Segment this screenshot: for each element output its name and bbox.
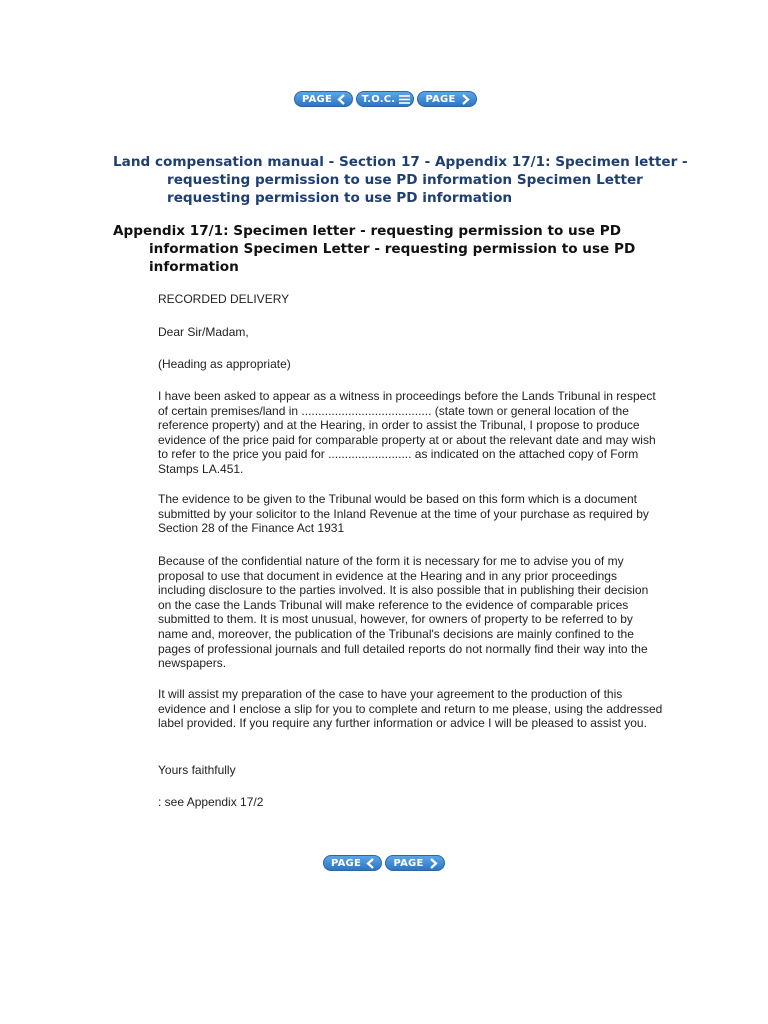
bottom-navigation bbox=[323, 855, 445, 871]
letter-paragraph-3: Because of the confidential nature of the form it is necessary for me to advise you of my proposal to use that document in evidence at the Hearing and in any prior proceedings including disclosure to the parties involved. It is also possible that in publishing their decision on the case the Lands Tribunal will make reference to the evidence of comparable prices submitted to them. It is most unusual, however, for owners of property to be referred to by name and, moreover, the publication of the Tribunal's decisions are mainly confined to the pages of professional journals and full detailed reports do not normally find their way into the newspapers. bbox=[158, 554, 649, 671]
appendix-title: Appendix 17/1: Specimen letter - requesting permission to use PD information Specimen Letter - requesting permission to use PD information bbox=[113, 223, 636, 275]
previous-page-button-bottom[interactable] bbox=[323, 855, 382, 871]
heading-note: (Heading as appropriate) bbox=[158, 357, 291, 371]
letter-closing: Yours faithfully bbox=[158, 763, 236, 777]
top-navigation bbox=[294, 91, 477, 107]
letter-paragraph-1: I have been asked to appear as a witness in proceedings before the Lands Tribunal in respect of certain premises/land in ....................................... (state town or general location of the reference property) and at the Hearing, in order to assist the Tribunal, I propose to produce evidence of the price paid for comparable property at or about the relevant date and may wish to refer to the price you paid for ......................... as indicated on the attached copy of Form Stamps LA.451. bbox=[158, 389, 656, 476]
next-page-button-bottom[interactable] bbox=[385, 855, 445, 871]
appendix-reference: : see Appendix 17/2 bbox=[158, 795, 264, 809]
chevron-right-icon bbox=[460, 94, 471, 105]
table-of-contents-label: T.O.C. bbox=[361, 93, 396, 105]
previous-page-button[interactable] bbox=[294, 91, 353, 107]
previous-page-label-bottom: PAGE bbox=[331, 857, 361, 869]
recorded-delivery-line: RECORDED DELIVERY bbox=[158, 292, 290, 306]
section-title: Land compensation manual - Section 17 - Appendix 17/1: Specimen letter - requesting permission to use PD information Specimen Letter requesting permission to use PD information bbox=[113, 154, 688, 206]
menu-icon bbox=[399, 94, 410, 105]
chevron-right-icon bbox=[428, 858, 439, 869]
previous-page-label: PAGE bbox=[302, 93, 332, 105]
letter-paragraph-2: The evidence to be given to the Tribunal would be based on this form which is a document submitted by your solicitor to the Inland Revenue at the time of your purchase as required by Section 28 of the Finance Act 1931 bbox=[158, 492, 649, 536]
table-of-contents-button[interactable] bbox=[356, 91, 414, 107]
chevron-left-icon bbox=[336, 94, 347, 105]
letter-paragraph-4: It will assist my preparation of the case to have your agreement to the production of this evidence and I enclose a slip for you to complete and return to me please, using the addressed label provided. If you require any further information or advice I will be pleased to assist you. bbox=[158, 687, 663, 731]
next-page-label-bottom: PAGE bbox=[393, 857, 424, 869]
next-page-label: PAGE bbox=[425, 93, 456, 105]
next-page-button[interactable] bbox=[417, 91, 477, 107]
chevron-left-icon bbox=[365, 858, 376, 869]
letter-salutation: Dear Sir/Madam, bbox=[158, 325, 249, 339]
